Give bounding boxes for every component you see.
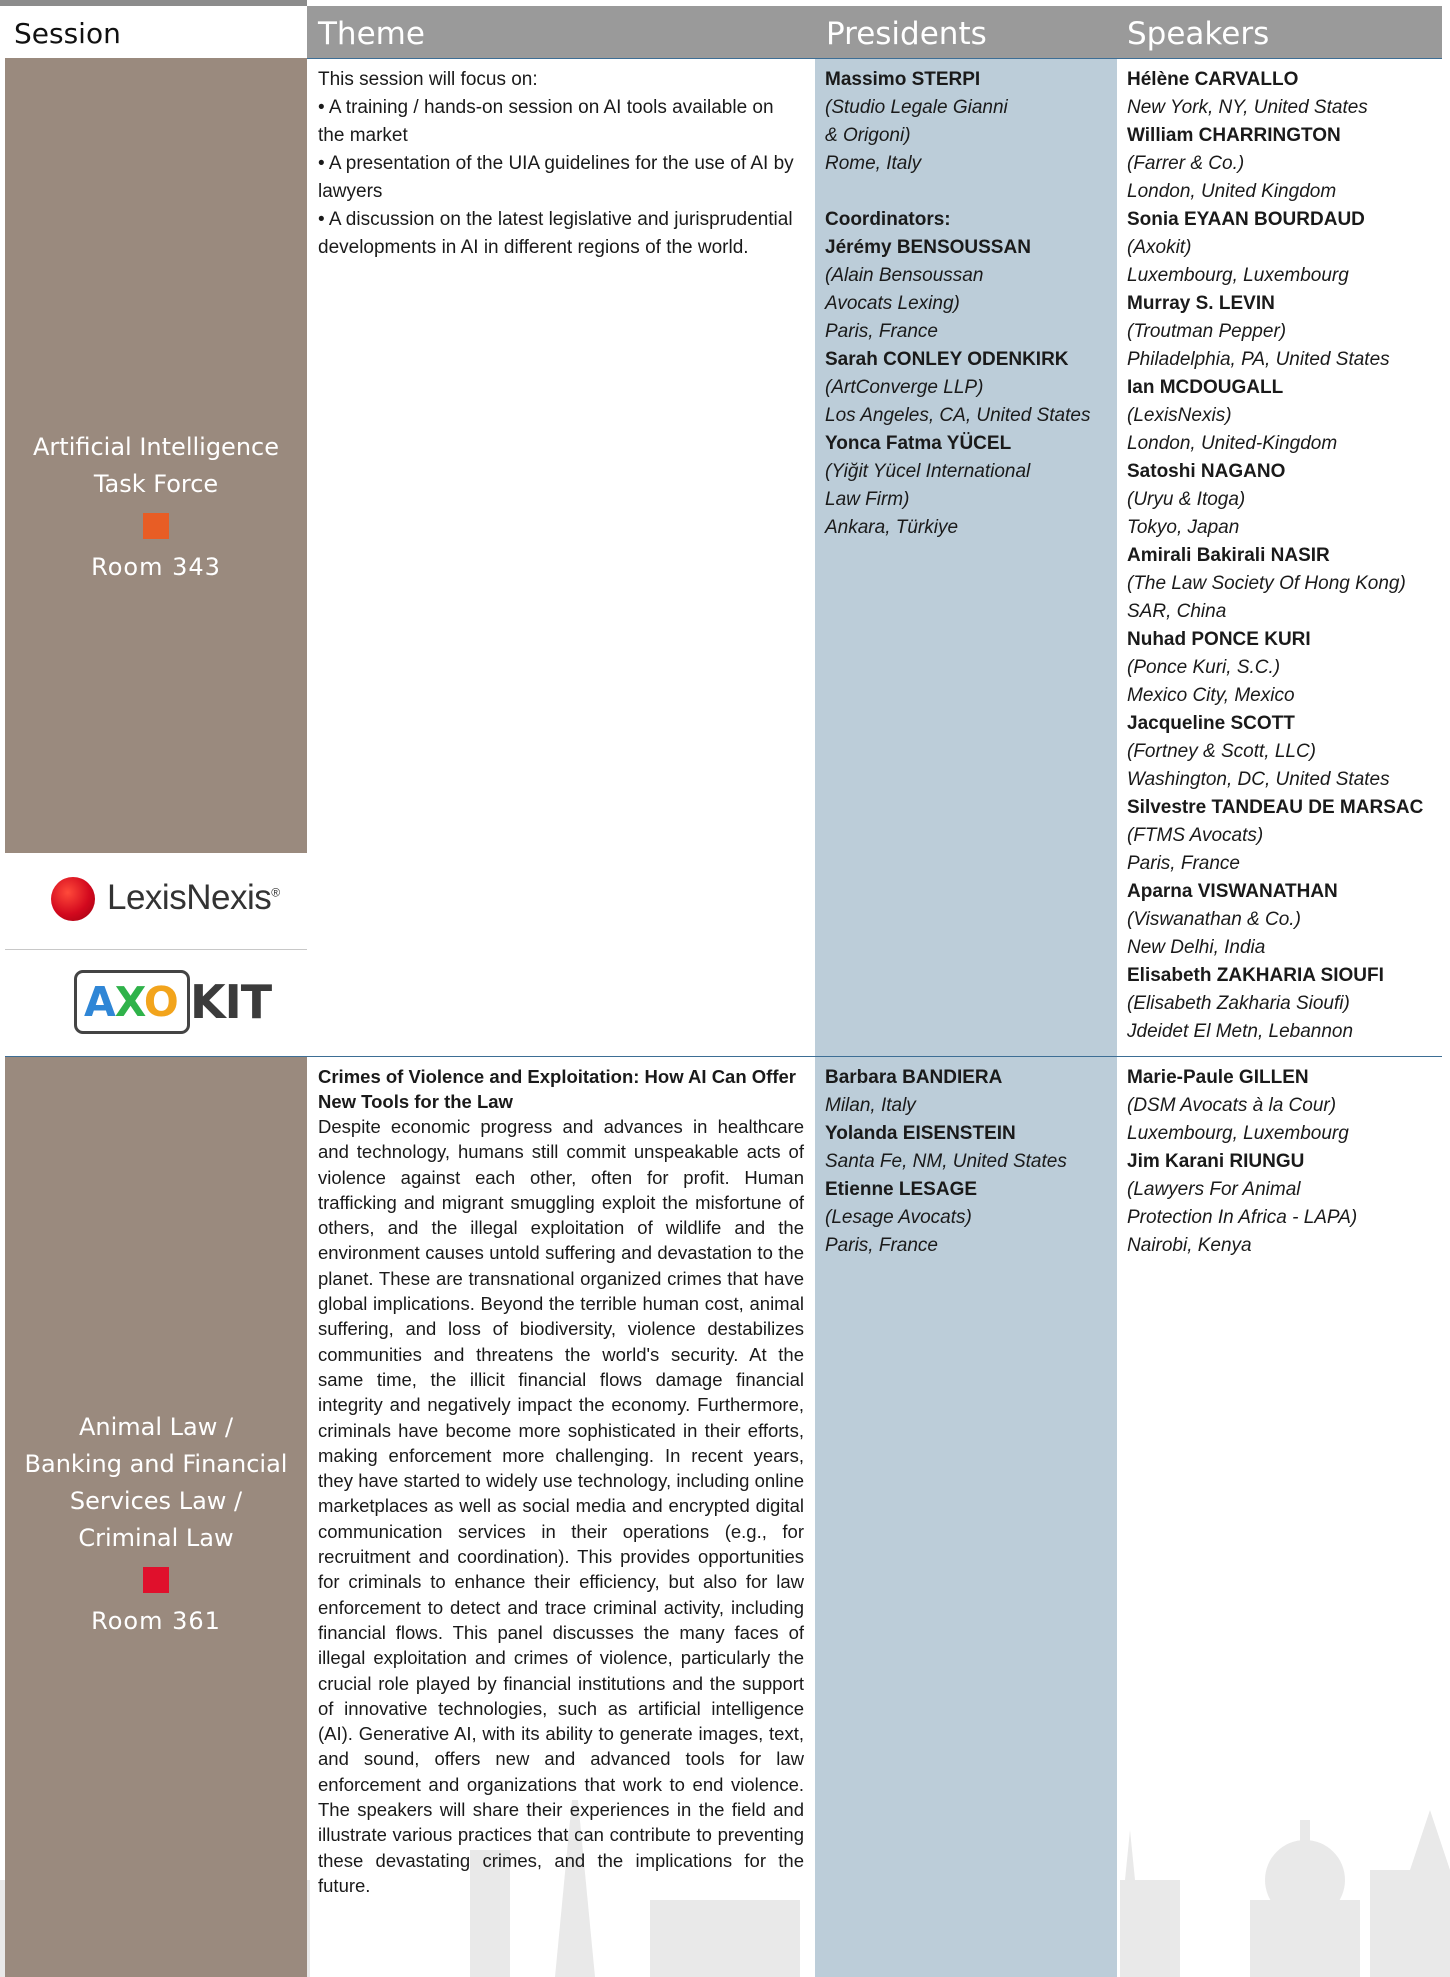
- table-header: [0, 6, 1442, 58]
- session-name-line: Task Force: [93, 470, 219, 498]
- session-room: Room 343: [91, 553, 221, 581]
- person-name: Aparna VISWANATHAN: [1127, 881, 1338, 902]
- lexisnexis-logo: [5, 853, 307, 950]
- theme-cell-ai: [318, 66, 804, 262]
- session-color-marker: [143, 1567, 169, 1593]
- axokit-logo: [5, 950, 307, 1056]
- person-name: Elisabeth ZAKHARIA SIOUFI: [1127, 965, 1384, 986]
- person-name: Murray S. LEVIN: [1127, 293, 1275, 314]
- session-room: Room 361: [91, 1607, 221, 1635]
- person-name: Jérémy BENSOUSSAN: [825, 237, 1031, 258]
- session-color-marker: [143, 513, 169, 539]
- person-name: Satoshi NAGANO: [1127, 461, 1286, 482]
- person-location: Tokyo, Japan: [1127, 517, 1240, 538]
- person-name: Jim Karani RIUNGU: [1127, 1151, 1305, 1172]
- session-name-line: Animal Law /: [78, 1413, 234, 1441]
- person-name: Sonia EYAAN BOURDAUD: [1127, 209, 1365, 230]
- person-organization: (Lawyers For Animal: [1127, 1179, 1301, 1200]
- theme-bullet: • A presentation of the UIA guidelines for the use of AI by lawyers: [318, 153, 794, 202]
- person-organization: (Uryu & Itoga): [1127, 489, 1246, 510]
- person-location: London, United Kingdom: [1127, 181, 1337, 202]
- person-organization: (Studio Legale Gianni: [825, 97, 1008, 118]
- person-name: Ian MCDOUGALL: [1127, 377, 1284, 398]
- theme-bullet: • A discussion on the latest legislative and jurisprudential developments in AI in different regions of the world.: [318, 209, 793, 258]
- person-organization: (ArtConverge LLP): [825, 377, 984, 398]
- axokit-badge: AXO: [74, 970, 190, 1034]
- person-organization: (Alain Bensoussan: [825, 265, 984, 286]
- header-speakers: Speakers: [1127, 16, 1270, 52]
- person-name: Hélène CARVALLO: [1127, 69, 1299, 90]
- person-name: Etienne LESAGE: [825, 1179, 978, 1200]
- person-location: Jdeidet El Metn, Lebannon: [1127, 1021, 1354, 1042]
- person-location: Philadelphia, PA, United States: [1127, 349, 1390, 370]
- person-location: Nairobi, Kenya: [1127, 1235, 1252, 1256]
- theme-intro: This session will focus on:: [318, 69, 538, 90]
- person-organization: (Viswanathan & Co.): [1127, 909, 1301, 930]
- person-location: Los Angeles, CA, United States: [825, 405, 1091, 426]
- theme-title: Crimes of Violence and Exploitation: How AI Can Offer New Tools for the Law: [318, 1066, 796, 1112]
- person-organization: (Lesage Avocats): [825, 1207, 972, 1228]
- presidents-list-animal-law: [825, 1064, 1115, 1260]
- person-organization: Avocats Lexing): [825, 293, 960, 314]
- person-location: Mexico City, Mexico: [1127, 685, 1295, 706]
- person-location: London, United-Kingdom: [1127, 433, 1338, 454]
- session-name-line: Artificial Intelligence: [33, 433, 279, 461]
- person-organization: Law Firm): [825, 489, 910, 510]
- person-name: Nuhad PONCE KURI: [1127, 629, 1311, 650]
- lexisnexis-wordmark: LexisNexis®: [107, 878, 280, 917]
- person-organization: (Farrer & Co.): [1127, 153, 1245, 174]
- session-cell-animal-law: [5, 1057, 307, 1977]
- presidents-list-ai: [825, 66, 1115, 542]
- person-location: Paris, France: [1127, 853, 1240, 874]
- person-organization: (Yiğit Yücel International: [825, 461, 1031, 482]
- person-organization: (Ponce Kuri, S.C.): [1127, 657, 1281, 678]
- person-location: Luxembourg, Luxembourg: [1127, 265, 1349, 286]
- person-name: Massimo STERPI: [825, 69, 981, 90]
- person-name: Jacqueline SCOTT: [1127, 713, 1295, 734]
- theme-cell-animal-law: [318, 1064, 804, 1898]
- speakers-list-animal-law: [1127, 1064, 1447, 1260]
- coordinators-label: Coordinators:: [825, 209, 951, 230]
- person-location: Milan, Italy: [825, 1095, 916, 1116]
- speakers-list-ai: [1127, 66, 1447, 1046]
- lexisnexis-ball-icon: [51, 877, 95, 921]
- theme-bullet: • A training / hands-on session on AI tools available on the market: [318, 97, 774, 146]
- person-location: SAR, China: [1127, 601, 1227, 622]
- person-name: Amirali Bakirali NASIR: [1127, 545, 1330, 566]
- person-organization: Protection In Africa - LAPA): [1127, 1207, 1358, 1228]
- person-organization: (DSM Avocats à la Cour): [1127, 1095, 1337, 1116]
- person-name: Yolanda EISENSTEIN: [825, 1123, 1016, 1144]
- theme-body: Despite economic progress and advances in healthcare and technology, humans still commit unspeakable acts of violence against each other, often for profit. Human trafficking and migrant smuggling exploit the misfortune of others, and the illegal exploitation of wildlife and the environment causes untold suffering and devastation to the planet. These are transnational organized crimes that have global implications. Beyond the terrible human cost, animal suffering, and loss of biodiversity, violence destabilizes communities and threatens the world's security. At the same time, the illicit financial flows damage financial integrity and negatively impact the economy. Furthermore, criminals have become more sophisticated in their efforts, making enforcement more challenging. In recent years, they have started to widely use technology, including online marketplaces as well as social media and encrypted digital communication services in their operations (e.g., for recruitment and coordination). This provides opportunities for criminals to enhance their efficiency, but also for law enforcement to detect and trace criminal activity, including financial flows. This panel discusses the many faces of illegal exploitation and crimes of violence, particularly the crucial role played by financial institutions and the support of innovative technologies, such as artificial intelligence (AI). Generative AI, with its ability to generate images, text, and sound, offers new and advanced tools for law enforcement and organizations that work to end violence. The speakers will share their experiences in the field and illustrate various practices that can contribute to preventing these devastating crimes, and the implications for the future.: [318, 1116, 804, 1896]
- person-name: Sarah CONLEY ODENKIRK: [825, 349, 1069, 370]
- header-theme: Theme: [318, 16, 425, 52]
- person-organization: (The Law Society Of Hong Kong): [1127, 573, 1406, 594]
- axokit-kit-text: KIT: [190, 975, 272, 1029]
- person-name: Yonca Fatma YÜCEL: [825, 433, 1012, 454]
- person-name: Silvestre TANDEAU DE MARSAC: [1127, 797, 1424, 818]
- person-organization: (Fortney & Scott, LLC): [1127, 741, 1317, 762]
- person-location: New York, NY, United States: [1127, 97, 1368, 118]
- person-location: Paris, France: [825, 1235, 938, 1256]
- header-presidents: Presidents: [826, 16, 987, 52]
- person-name: Marie-Paule GILLEN: [1127, 1067, 1309, 1088]
- person-name: Barbara BANDIERA: [825, 1067, 1003, 1088]
- session-name-line: Banking and Financial: [24, 1450, 288, 1478]
- person-location: New Delhi, India: [1127, 937, 1266, 958]
- person-location: Washington, DC, United States: [1127, 769, 1390, 790]
- person-location: Luxembourg, Luxembourg: [1127, 1123, 1349, 1144]
- person-organization: (Axokit): [1127, 237, 1192, 258]
- header-session: Session: [14, 17, 121, 50]
- person-organization: (Elisabeth Zakharia Sioufi): [1127, 993, 1350, 1014]
- person-organization: (Troutman Pepper): [1127, 321, 1287, 342]
- person-location: Paris, France: [825, 321, 938, 342]
- person-organization: & Origoni): [825, 125, 911, 146]
- person-location: Ankara, Türkiye: [825, 517, 959, 538]
- session-cell-ai: [5, 58, 307, 853]
- session-name-line: Criminal Law: [78, 1524, 234, 1552]
- person-location: Santa Fe, NM, United States: [825, 1151, 1067, 1172]
- person-organization: (LexisNexis): [1127, 405, 1232, 426]
- person-organization: (FTMS Avocats): [1127, 825, 1264, 846]
- session-name-line: Services Law /: [69, 1487, 243, 1515]
- person-location: Rome, Italy: [825, 153, 922, 174]
- person-name: William CHARRINGTON: [1127, 125, 1341, 146]
